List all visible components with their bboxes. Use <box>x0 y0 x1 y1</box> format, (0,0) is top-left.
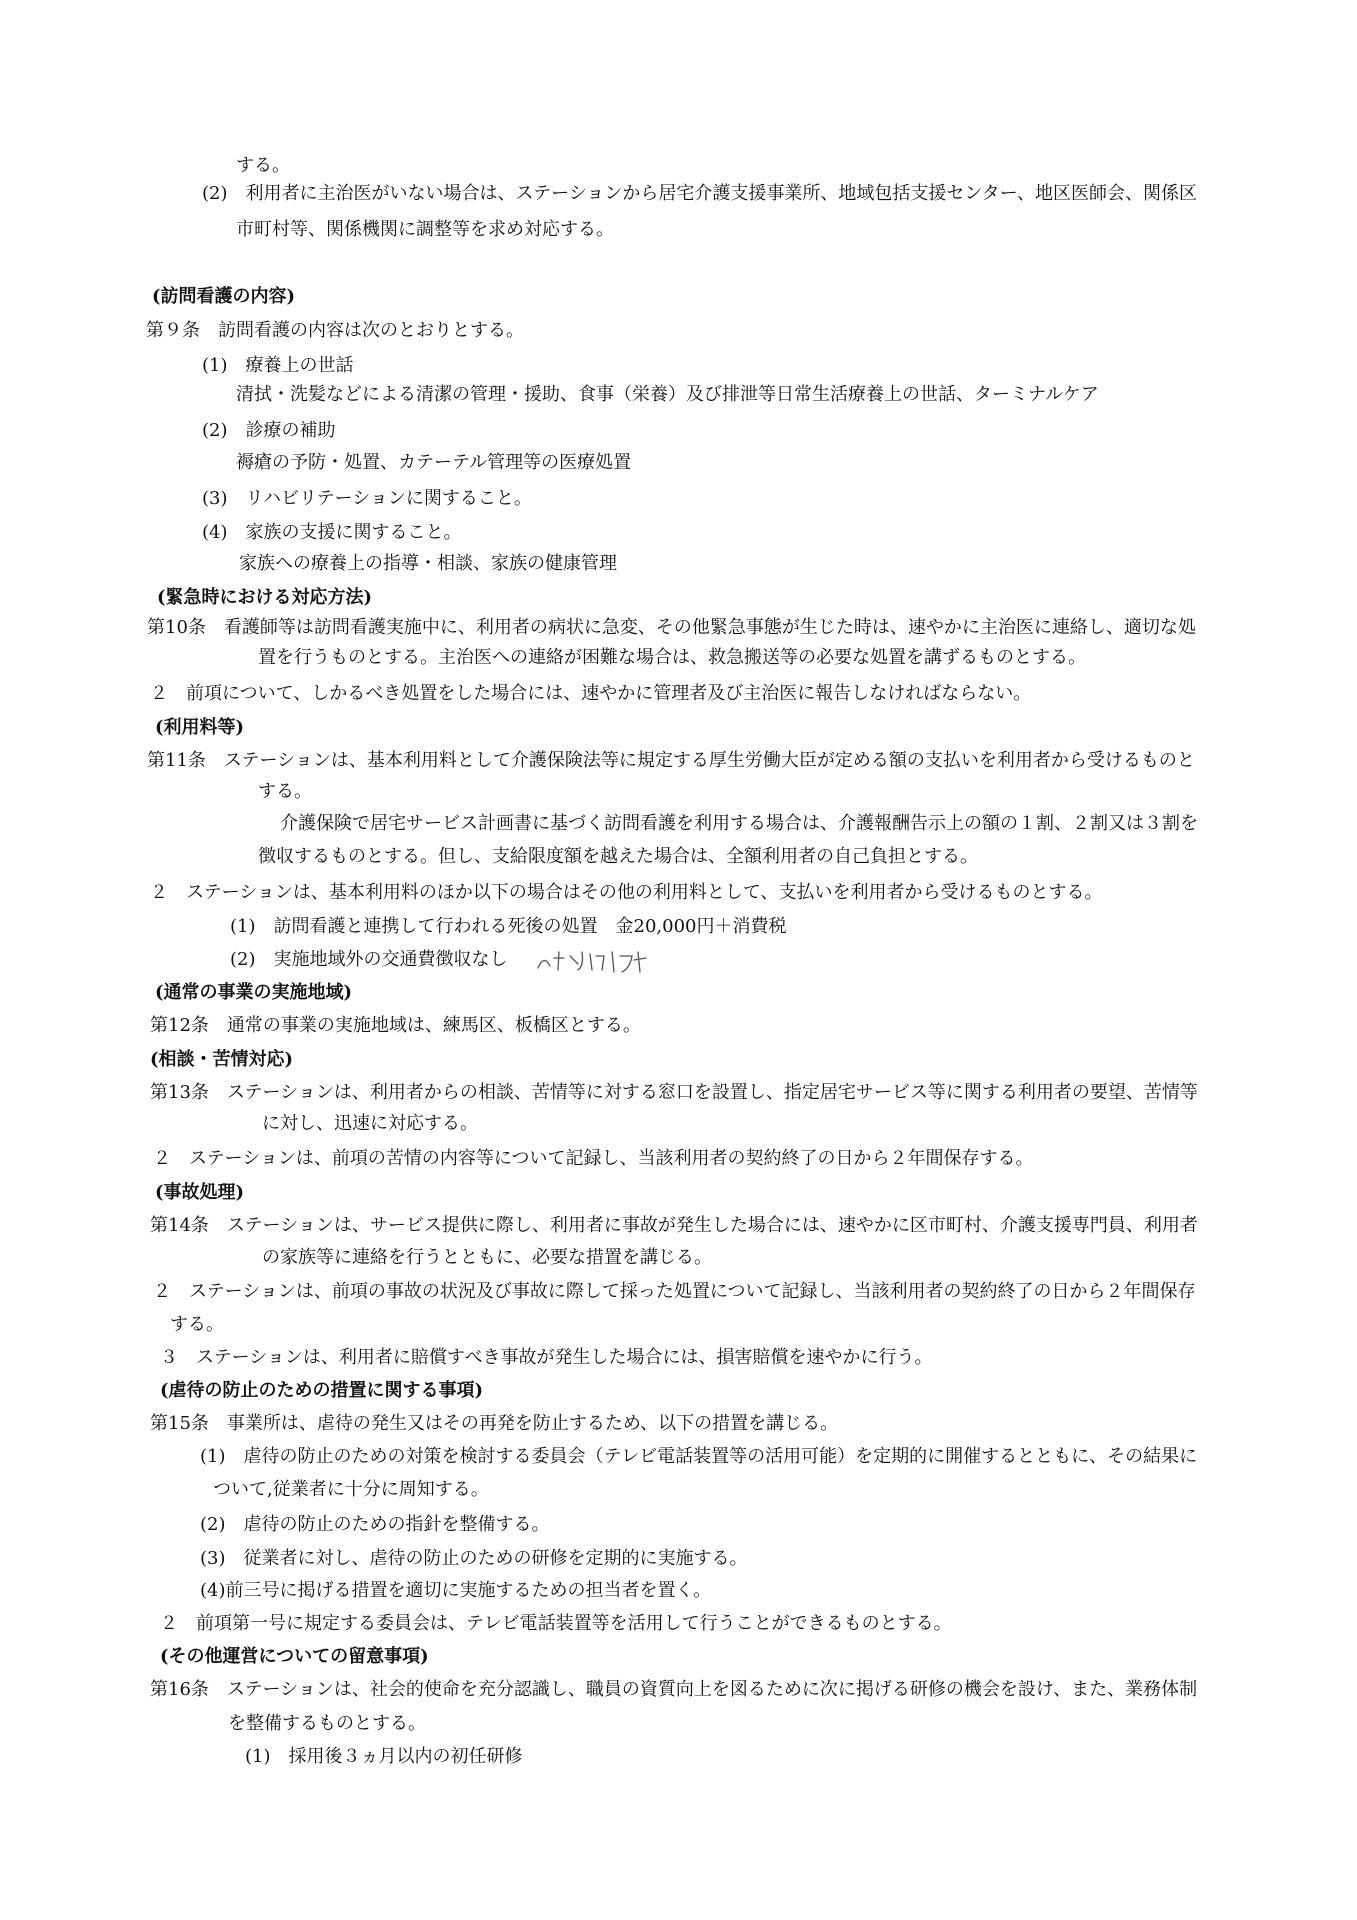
article-9-item-2-detail: 褥瘡の予防・処置、カテーテル管理等の医療処置 <box>236 452 632 473</box>
article-15-item-1: (1) 虐待の防止のための対策を検討する委員会（テレビ電話装置等の活用可能）を定期的に開催するとともに、その結果に <box>200 1446 1198 1467</box>
article-9-item-3: (3) リハビリテーションに関すること。 <box>202 488 532 509</box>
article-14-continuation: の家族等に連絡を行うとともに、必要な措置を講じる。 <box>262 1247 712 1268</box>
article-11-continuation: する。 <box>258 781 312 802</box>
article-11-detail-continuation: 徴収するものとする。但し、支給限度額を越えた場合は、全額利用者の自己負担とする。 <box>258 846 978 867</box>
heading-fees: (利用料等) <box>155 717 245 738</box>
heading-accident-handling: (事故処理) <box>155 1182 245 1203</box>
article-13-continuation: に対し、迅速に対応する。 <box>262 1113 478 1134</box>
article-15: 第15条 事業所は、虐待の発生又はその再発を防止するため、以下の措置を講じる。 <box>150 1413 839 1434</box>
article-15-paragraph-2: ２ 前項第一号に規定する委員会は、テレビ電話装置等を活用して行うことができるものとする。 <box>160 1613 952 1634</box>
article-10-continuation: 置を行うものとする。主治医への連絡が困難な場合は、救急搬送等の必要な処置を講ずるものとする。 <box>258 647 1086 668</box>
article-9: 第９条 訪問看護の内容は次のとおりとする。 <box>146 320 524 341</box>
heading-emergency-response: (緊急時における対応方法) <box>157 587 373 608</box>
article-13: 第13条 ステーションは、利用者からの相談、苦情等に対する窓口を設置し、指定居宅サービス等に関する利用者の要望、苦情等 <box>150 1082 1198 1103</box>
heading-visit-nursing-content: (訪問看護の内容) <box>152 286 296 307</box>
article-8-item-1-continuation: する。 <box>236 155 290 176</box>
article-14-paragraph-2: ２ ステーションは、前項の事故の状況及び事故に際して採った処置について記録し、当該利用者の契約終了の日から２年間保存 <box>153 1281 1196 1302</box>
article-8-item-2-continuation: 市町村等、関係機関に調整等を求め対応する。 <box>236 219 614 240</box>
article-15-item-4: (4)前三号に掲げる措置を適切に実施するための担当者を置く。 <box>200 1580 712 1601</box>
article-9-item-4-detail: 家族への療養上の指導・相談、家族の健康管理 <box>239 553 617 574</box>
article-8-item-2: (2) 利用者に主治医がいない場合は、ステーションから居宅介護支援事業所、地域包括支援センター、地区医師会、関係区 <box>202 183 1197 204</box>
article-15-item-1-continuation: ついて,従業者に十分に周知する。 <box>213 1479 489 1500</box>
heading-consultation-complaints: (相談・苦情対応) <box>150 1049 294 1070</box>
article-9-item-1-detail: 清拭・洗髪などによる清潔の管理・援助、食事（栄養）及び排泄等日常生活療養上の世話、ターミナルケア <box>236 384 1099 405</box>
article-11-paragraph-2: ２ ステーションは、基本利用料のほか以下の場合はその他の利用料として、支払いを利用者から受けるものとする。 <box>150 882 1103 903</box>
article-11-item-1: (1) 訪問看護と連携して行われる死後の処置 金20,000円＋消費税 <box>230 916 787 937</box>
article-9-item-1: (1) 療養上の世話 <box>202 355 354 376</box>
article-11-detail: 介護保険で居宅サービス計画書に基づく訪問看護を利用する場合は、介護報酬告示上の額の１割、２割又は３割を <box>280 813 1198 834</box>
article-15-item-2: (2) 虐待の防止のための指針を整備する。 <box>200 1514 550 1535</box>
article-9-item-2: (2) 診療の補助 <box>202 420 336 441</box>
article-12: 第12条 通常の事業の実施地域は、練馬区、板橋区とする。 <box>150 1015 641 1036</box>
article-13-paragraph-2: ２ ステーションは、前項の苦情の内容等について記録し、当該利用者の契約終了の日から２年間保存する。 <box>153 1148 1034 1169</box>
article-11: 第11条 ステーションは、基本利用料として介護保険法等に規定する厚生労働大臣が定める額の支払いを利用者から受けるものと <box>147 750 1195 771</box>
article-14: 第14条 ステーションは、サービス提供に際し、利用者に事故が発生した場合には、速やかに区市町村、介護支援専門員、利用者 <box>150 1215 1198 1236</box>
article-15-item-3: (3) 従業者に対し、虐待の防止のための研修を定期的に実施する。 <box>200 1548 748 1569</box>
heading-other-operations: (その他運営についての留意事項) <box>160 1646 429 1667</box>
heading-service-area: (通常の事業の実施地域) <box>155 982 353 1003</box>
article-16-item-1: (1) 採用後３ヵ月以内の初任研修 <box>245 1746 523 1767</box>
article-9-item-4: (4) 家族の支援に関すること。 <box>202 522 462 543</box>
article-10-paragraph-2: ２ 前項について、しかるべき処置をした場合には、速やかに管理者及び主治医に報告しなければならない。 <box>150 683 1032 704</box>
article-14-paragraph-3: ３ ステーションは、利用者に賠償すべき事故が発生した場合には、損害賠償を速やかに行う。 <box>160 1347 933 1368</box>
article-16-continuation: を整備するものとする。 <box>228 1713 426 1734</box>
handwritten-annotation <box>534 946 652 976</box>
article-14-paragraph-2-continuation: する。 <box>170 1314 224 1335</box>
heading-abuse-prevention: (虐待の防止のための措置に関する事項) <box>160 1380 484 1401</box>
article-11-item-2: (2) 実施地域外の交通費徴収なし <box>230 949 508 970</box>
article-16: 第16条 ステーションは、社会的使命を充分認識し、職員の資質向上を図るために次に掲げる研修の機会を設け、また、業務体制 <box>150 1679 1198 1700</box>
article-10: 第10条 看護師等は訪問看護実施中に、利用者の病状に急変、その他緊急事態が生じた時は、速やかに主治医に連絡し、適切な処 <box>147 617 1196 638</box>
